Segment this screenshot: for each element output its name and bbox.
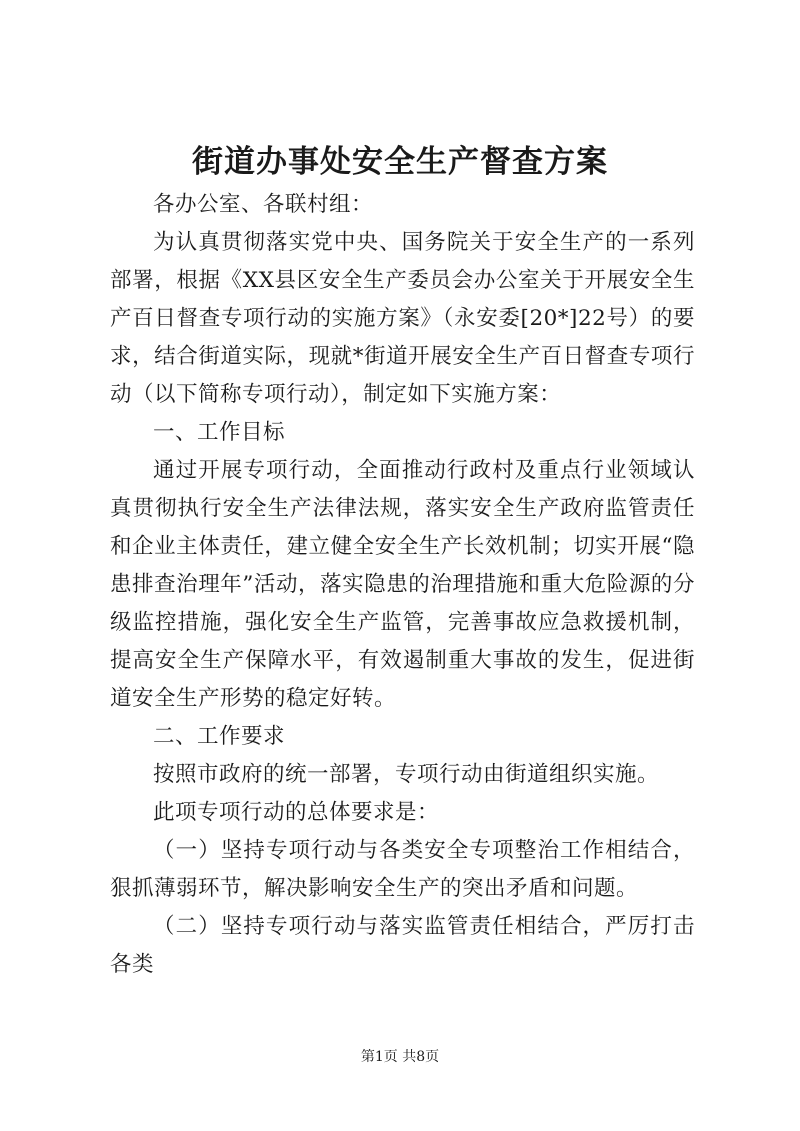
salutation: 各办公室、各联村组： <box>153 192 374 217</box>
document-body <box>110 186 695 984</box>
document-title: 街道办事处安全生产督查方案 <box>192 144 608 180</box>
requirements-paragraph-1: 按照市政府的统一部署，专项行动由街道组织实施。 <box>153 762 660 787</box>
requirement-item-2: （二）坚持专项行动与落实监管责任相结合，严厉打击各类 <box>110 914 695 977</box>
requirement-item-1: （一）坚持专项行动与各类安全专项整治工作相结合，狠抓薄弱环节，解决影响安全生产的突出矛盾和问题。 <box>110 838 695 901</box>
requirements-paragraph-2: 此项专项行动的总体要求是： <box>153 800 440 825</box>
page-indicator: 第1页 共8页 <box>360 1049 440 1065</box>
section-heading-requirements: 二、工作要求 <box>153 724 286 749</box>
section-heading-goals: 一、工作目标 <box>153 420 286 445</box>
goals-paragraph: 通过开展专项行动，全面推动行政村及重点行业领域认真贯彻执行安全生产法律法规，落实安全生产政府监管责任和企业主体责任，建立健全安全生产长效机制；切实开展“隐患排查治理年”活动，落实隐患的治理措施和重大危险源的分级监控措施，强化安全生产监管，完善事故应急救援机制，提高安全生产保障水平，有效遏制重大事故的发生，促进街道安全生产形势的稳定好转。 <box>110 458 695 711</box>
intro-paragraph: 为认真贯彻落实党中央、国务院关于安全生产的一系列部署，根据《XX县区安全生产委员会办公室关于开展安全生产百日督查专项行动的实施方案》（永安委[20*]22号）的要求，结合街道实际，现就*街道开展安全生产百日督查专项行动（以下简称专项行动），制定如下实施方案： <box>110 230 695 407</box>
